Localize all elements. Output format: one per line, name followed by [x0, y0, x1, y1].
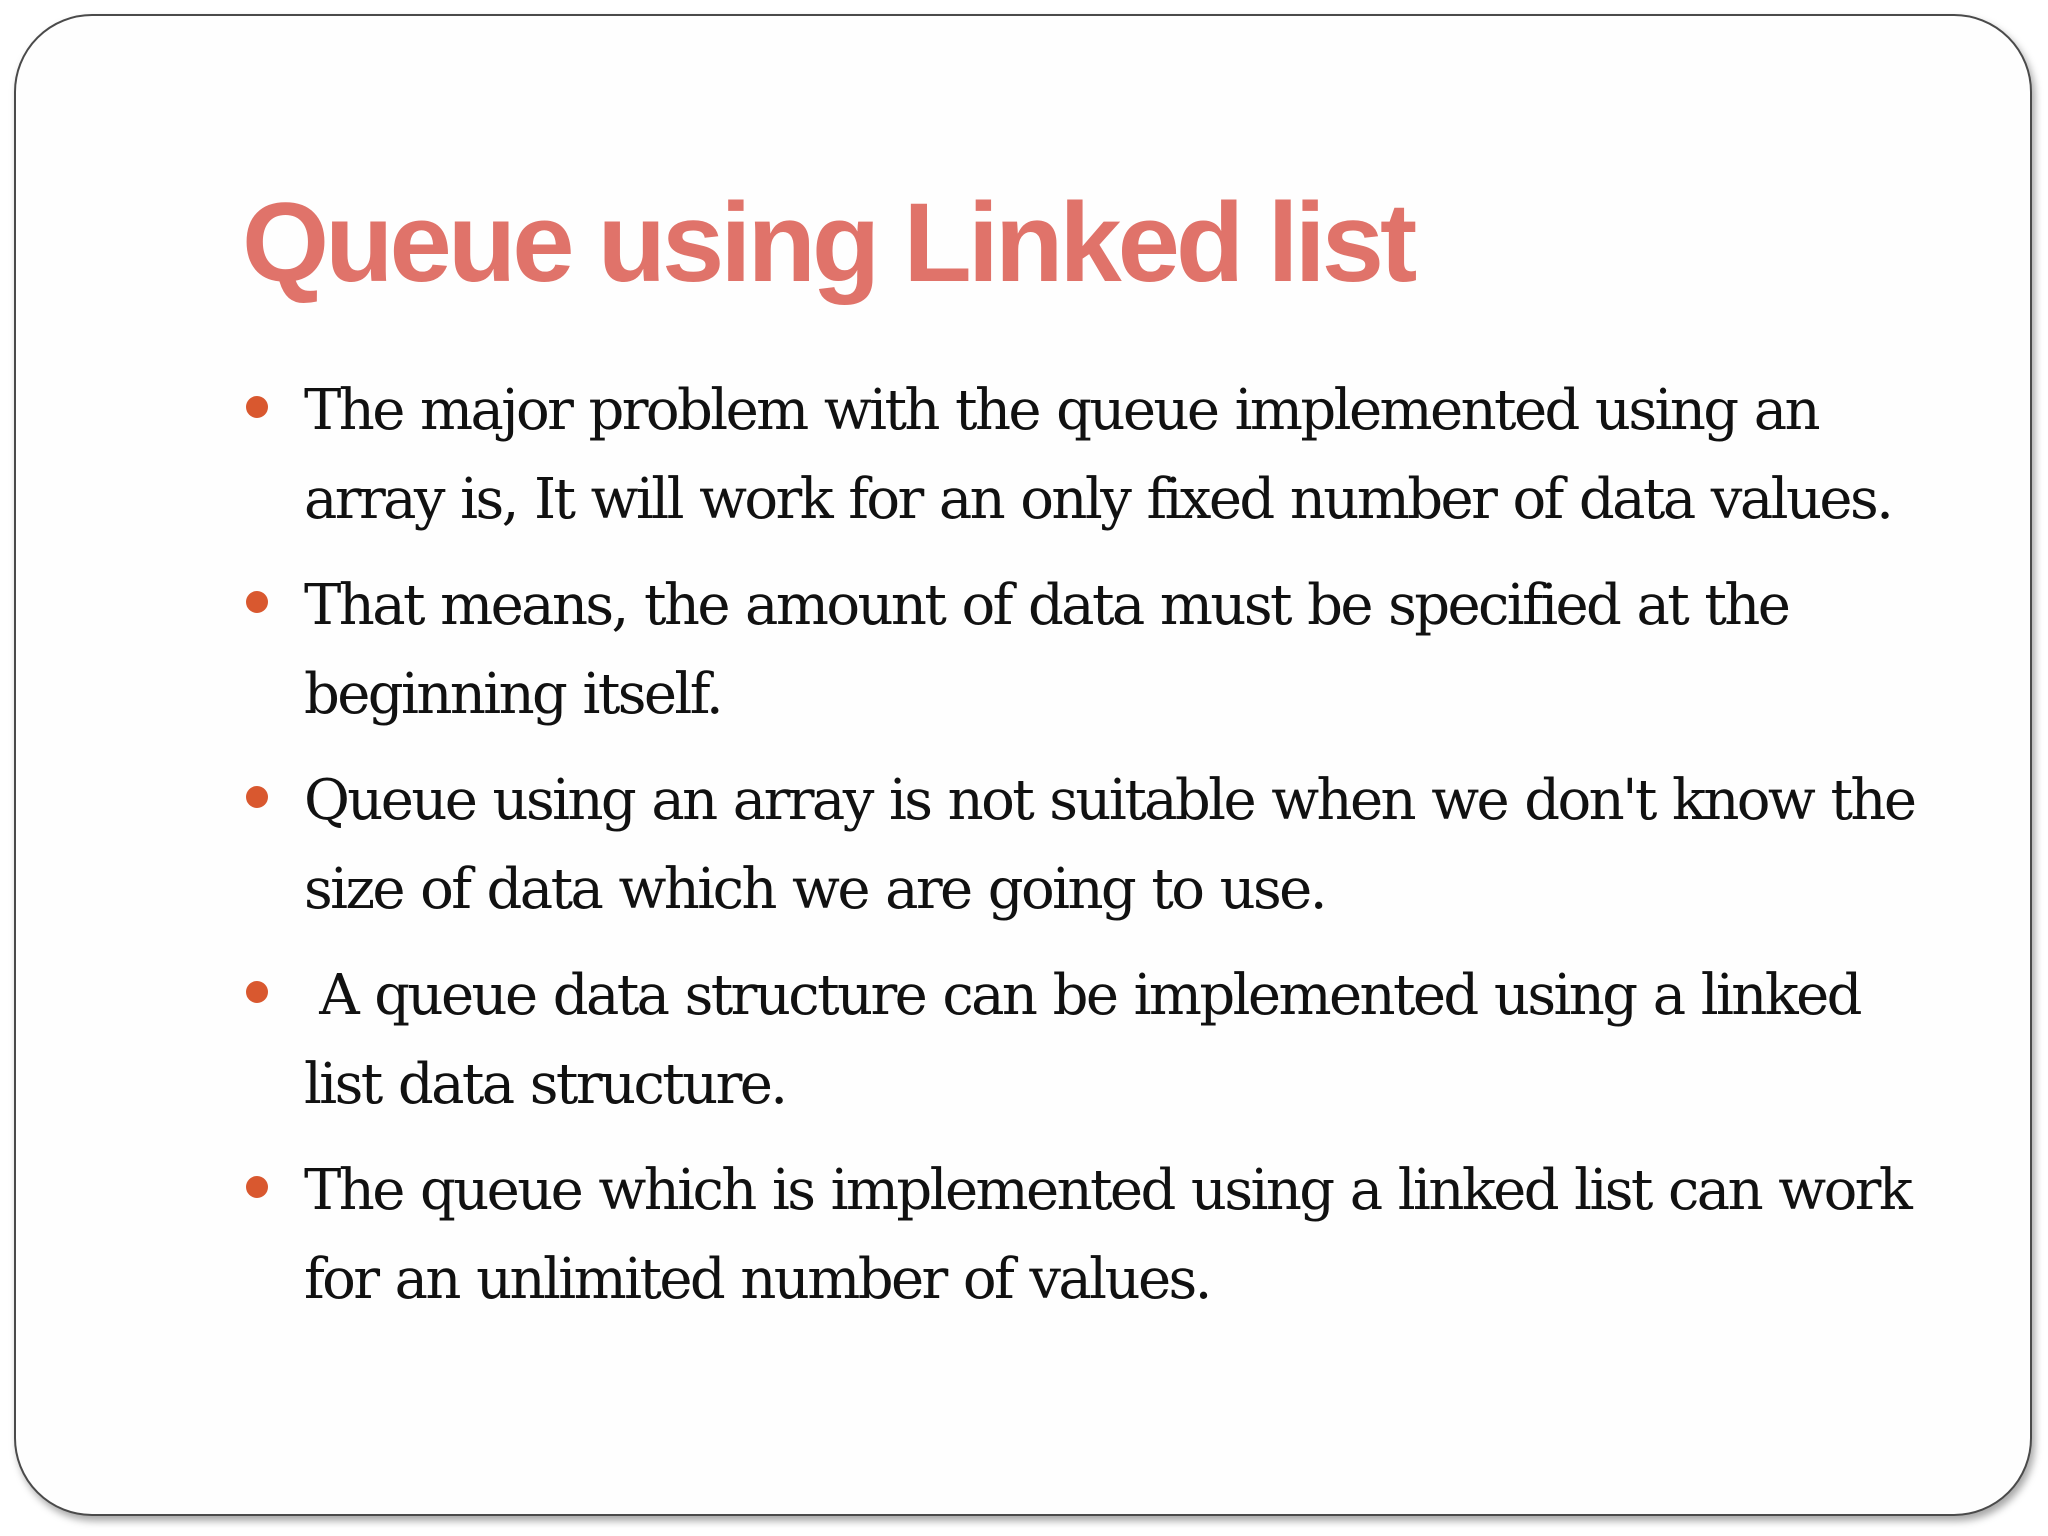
bullet-item — [246, 756, 1946, 934]
bullet-text: The queue which is implemented using a linked list can work for an unlimited number of values. — [304, 1158, 1911, 1312]
bullet-dot-icon — [246, 786, 268, 808]
bullet-text: The major problem with the queue implemented using an array is, It will work for an only fixed number of data values. — [304, 378, 1892, 532]
bullet-dot-icon — [246, 396, 268, 418]
bullet-dot-icon — [246, 1176, 268, 1198]
bullet-item — [246, 561, 1946, 739]
bullet-text: That means, the amount of data must be specified at the beginning itself. — [304, 573, 1789, 727]
bullet-item — [246, 1146, 1946, 1324]
bullet-item — [246, 366, 1946, 544]
slide-frame — [14, 14, 2032, 1516]
bullet-dot-icon — [246, 591, 268, 613]
bullet-list — [246, 366, 1946, 1341]
slide-title: Queue using Linked list — [242, 180, 1414, 305]
bullet-text: A queue data structure can be implemented using a linked list data structure. — [304, 963, 1878, 1117]
bullet-dot-icon — [246, 981, 268, 1003]
bullet-text: Queue using an array is not suitable when we don't know the size of data which we are going to use. — [304, 768, 1915, 922]
bullet-item — [246, 951, 1946, 1129]
